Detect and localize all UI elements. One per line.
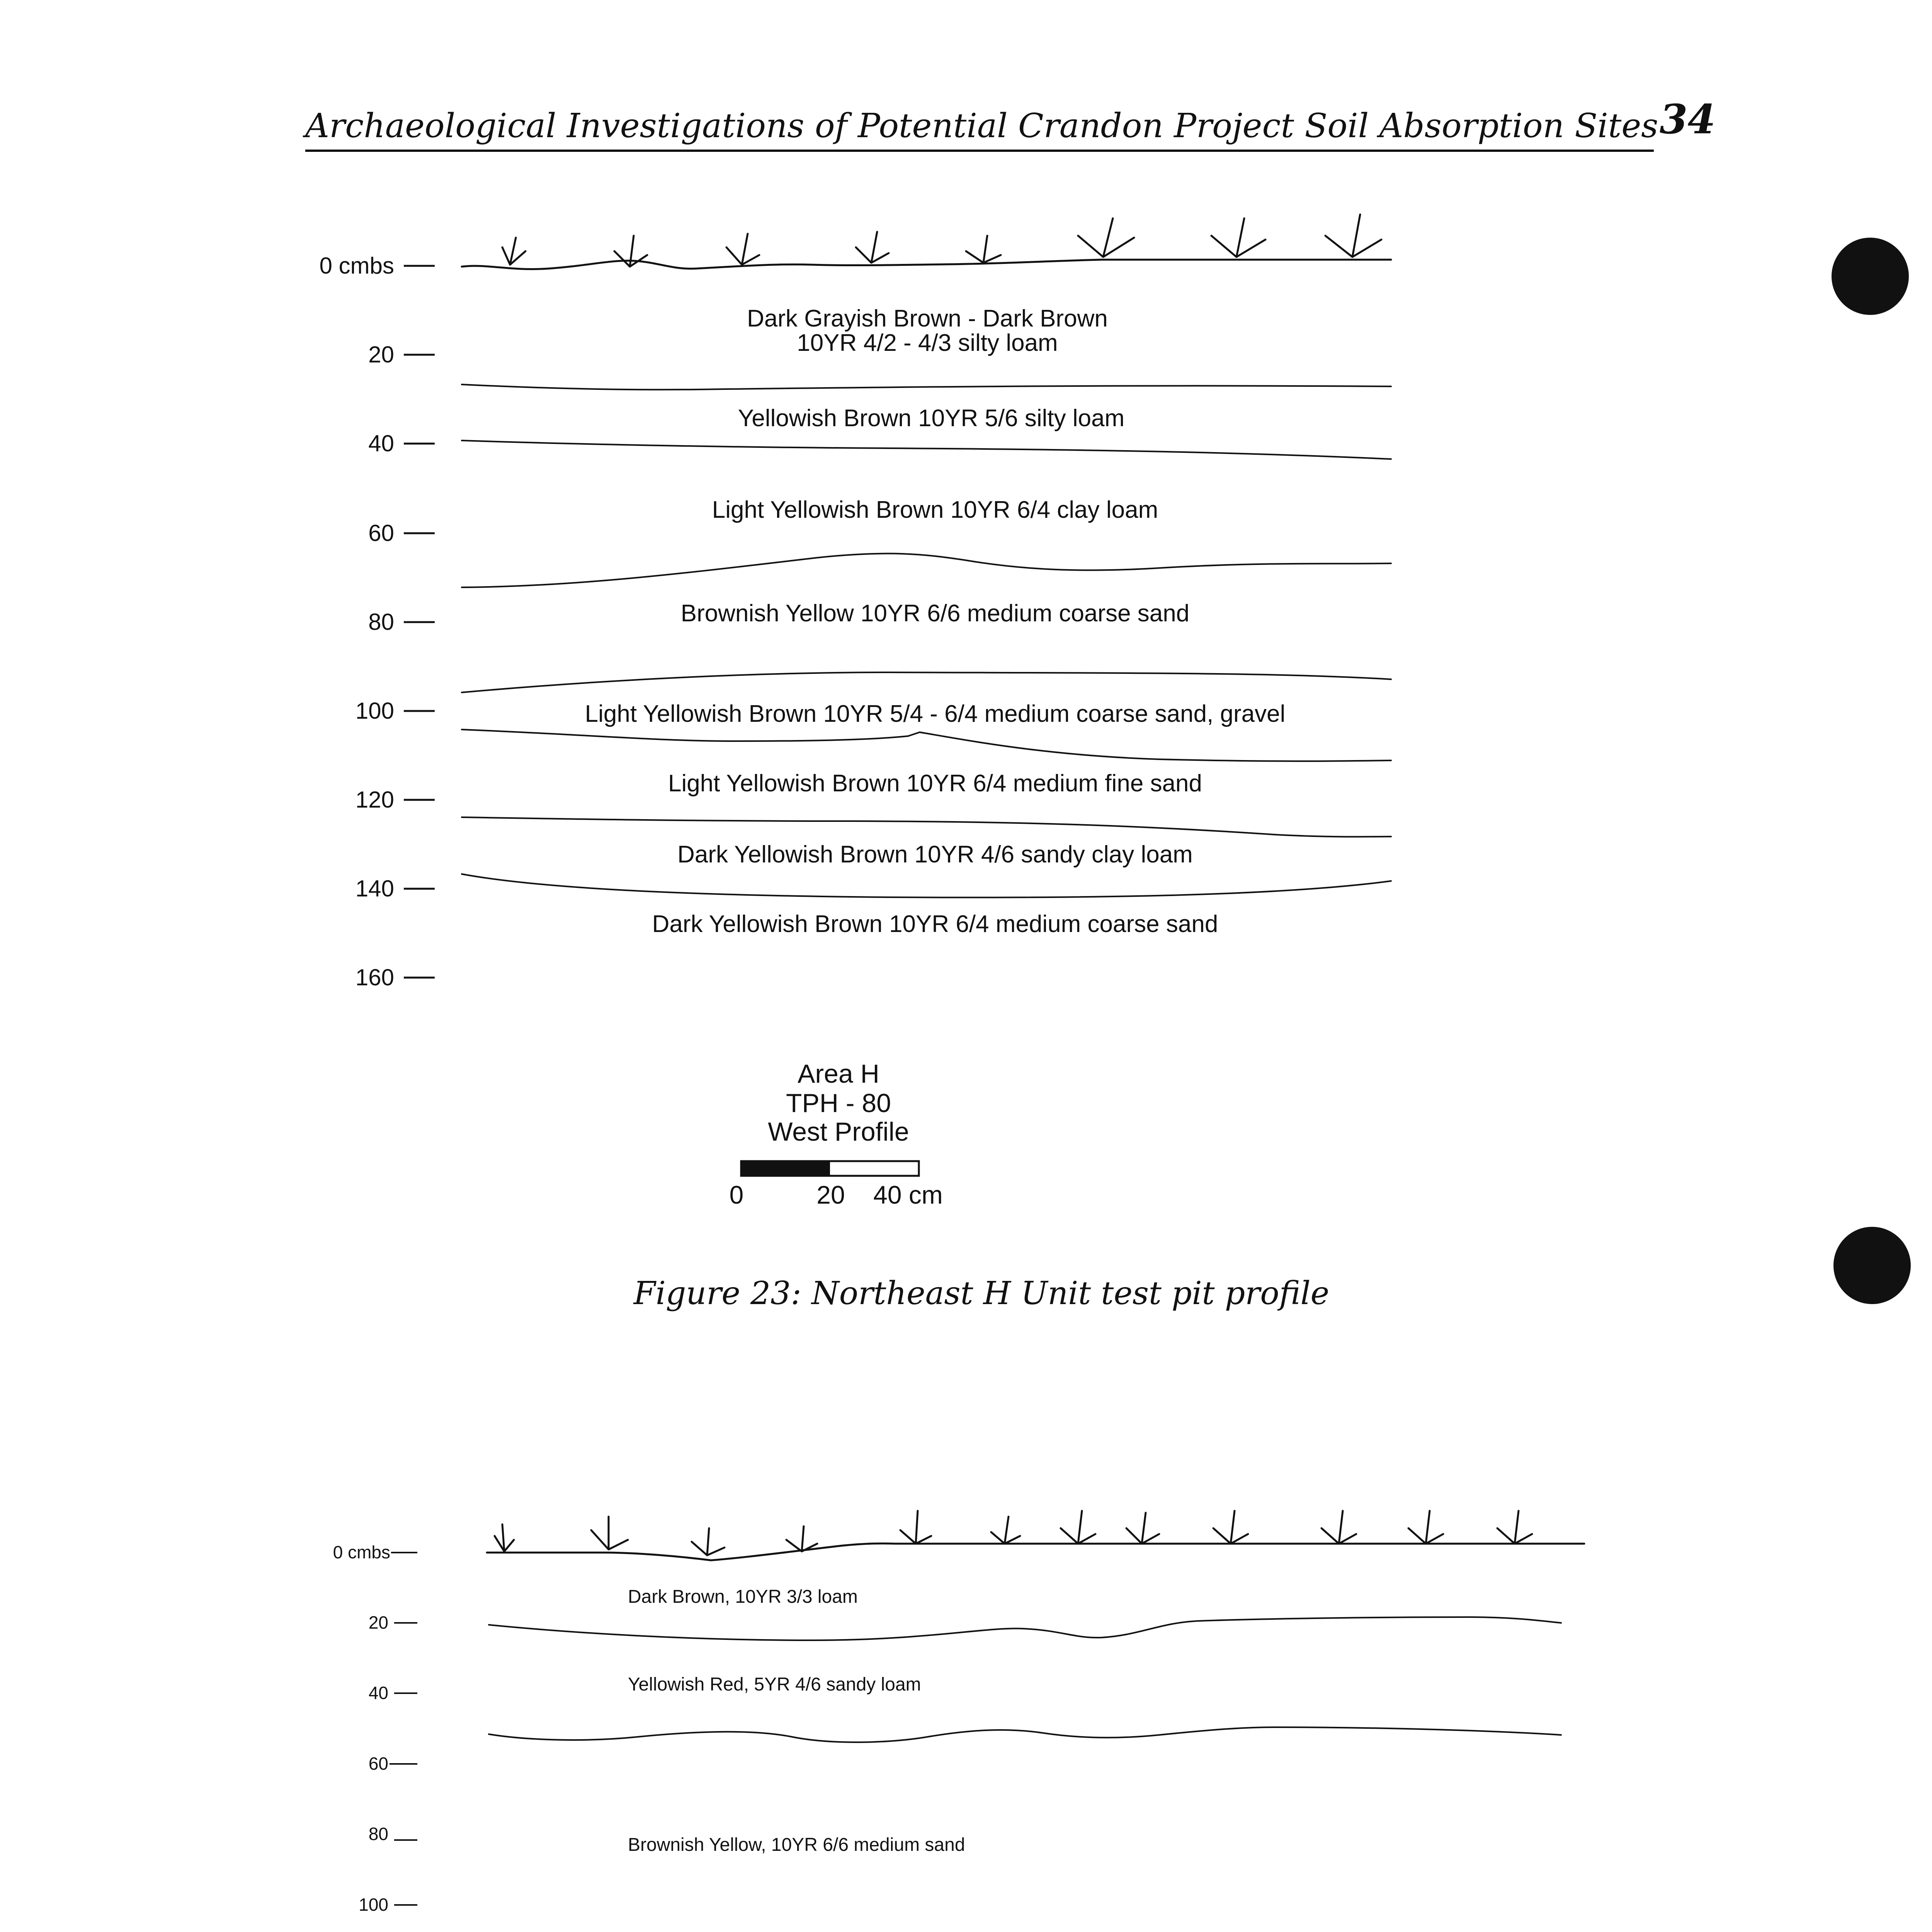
depth-label: 40 bbox=[368, 430, 394, 456]
ground-surface-line bbox=[487, 1543, 1584, 1560]
figure-legend bbox=[730, 1059, 943, 1209]
grass-tuft bbox=[1126, 1513, 1159, 1544]
depth-label: 140 bbox=[355, 876, 394, 901]
depth-label: 160 bbox=[355, 964, 394, 990]
depth-label: 60 bbox=[368, 520, 394, 546]
figure-24 bbox=[333, 1511, 1584, 1932]
horizon-boundary bbox=[462, 874, 1391, 898]
depth-label: 100 bbox=[359, 1895, 388, 1915]
figure-23 bbox=[320, 214, 1391, 1312]
depth-label: 80 bbox=[368, 609, 394, 635]
layer-label: 10YR 4/2 - 4/3 silty loam bbox=[797, 330, 1058, 356]
grass-tuft bbox=[502, 238, 526, 265]
grass-tuft bbox=[692, 1528, 724, 1555]
layer-label: Brownish Yellow, 10YR 6/6 medium sand bbox=[628, 1835, 965, 1855]
depth-label: 80 bbox=[368, 1824, 388, 1844]
legend-pit: TPH - 80 bbox=[786, 1088, 891, 1118]
depth-label: 0 cmbs bbox=[319, 253, 394, 279]
horizon-boundary bbox=[462, 440, 1391, 459]
horizon-boundary bbox=[489, 1617, 1561, 1640]
horizon-boundary bbox=[462, 672, 1391, 692]
grass-tuft bbox=[495, 1524, 514, 1551]
layer-label: Dark Grayish Brown - Dark Brown bbox=[747, 305, 1108, 332]
depth-label: 20 bbox=[368, 1612, 388, 1633]
layer-label: Light Yellowish Brown 10YR 6/4 medium fine sand bbox=[668, 770, 1202, 797]
horizon-boundary bbox=[462, 817, 1391, 837]
depth-label: 20 bbox=[368, 342, 394, 367]
grass-tuft bbox=[991, 1517, 1020, 1544]
scale-label: 40 cm bbox=[873, 1180, 943, 1209]
depth-scale bbox=[333, 1542, 417, 1932]
scale-label: 20 bbox=[816, 1180, 845, 1209]
depth-label: 0 cmbs bbox=[333, 1542, 390, 1562]
layer-label: Dark Yellowish Brown 10YR 6/4 medium coarse sand bbox=[652, 911, 1218, 937]
horizon-boundary bbox=[462, 730, 1391, 761]
grass-tuft bbox=[726, 234, 759, 265]
depth-label: 100 bbox=[355, 698, 394, 724]
depth-label: 120 bbox=[355, 787, 394, 813]
grass-tuft bbox=[900, 1511, 931, 1544]
scale-bar bbox=[730, 1161, 943, 1209]
grass-tuft bbox=[1213, 1511, 1248, 1544]
grass-tuft bbox=[1061, 1511, 1095, 1544]
page-number: 34 bbox=[1660, 95, 1716, 143]
layer-label: Yellowish Brown 10YR 5/6 silty loam bbox=[738, 405, 1125, 432]
punch-hole-middle bbox=[1833, 1227, 1911, 1304]
depth-scale bbox=[320, 253, 435, 990]
grass-symbols bbox=[495, 1511, 1532, 1555]
horizon-boundary bbox=[462, 553, 1391, 587]
grass-tuft bbox=[591, 1517, 628, 1549]
figure-caption: Figure 23: Northeast H Unit test pit profile bbox=[633, 1275, 1330, 1312]
depth-label: 60 bbox=[368, 1753, 388, 1774]
horizon-boundary bbox=[462, 384, 1391, 389]
depth-label: 40 bbox=[368, 1683, 388, 1703]
grass-tuft bbox=[1325, 214, 1381, 257]
grass-tuft bbox=[1078, 218, 1134, 257]
grass-tuft bbox=[1321, 1511, 1356, 1544]
layer-label: Light Yellowish Brown 10YR 5/4 - 6/4 medium coarse sand, gravel bbox=[585, 701, 1286, 727]
layer-label: Yellowish Red, 5YR 4/6 sandy loam bbox=[628, 1674, 921, 1695]
legend-profile: West Profile bbox=[768, 1117, 909, 1146]
grass-tuft bbox=[1211, 218, 1265, 257]
scale-bar-fill bbox=[741, 1161, 830, 1176]
punch-hole-top bbox=[1832, 238, 1909, 315]
layer-label: Dark Brown, 10YR 3/3 loam bbox=[628, 1587, 858, 1607]
layer-label: Brownish Yellow 10YR 6/6 medium coarse sand bbox=[680, 600, 1190, 627]
layer-label: Light Yellowish Brown 10YR 6/4 clay loam bbox=[712, 497, 1158, 523]
grass-tuft bbox=[1497, 1511, 1532, 1544]
grass-tuft bbox=[856, 232, 889, 263]
scale-label: 0 bbox=[729, 1180, 744, 1209]
grass-tuft bbox=[786, 1526, 817, 1551]
running-header-title: Archaeological Investigations of Potential Crandon Project Soil Absorption Sites bbox=[305, 107, 1658, 145]
horizon-boundary bbox=[489, 1727, 1561, 1742]
grass-tuft bbox=[966, 236, 1001, 263]
ground-surface-line bbox=[462, 260, 1391, 269]
layer-label: Dark Yellowish Brown 10YR 4/6 sandy clay loam bbox=[677, 841, 1193, 868]
legend-area: Area H bbox=[798, 1059, 879, 1088]
grass-tuft bbox=[1408, 1511, 1443, 1544]
